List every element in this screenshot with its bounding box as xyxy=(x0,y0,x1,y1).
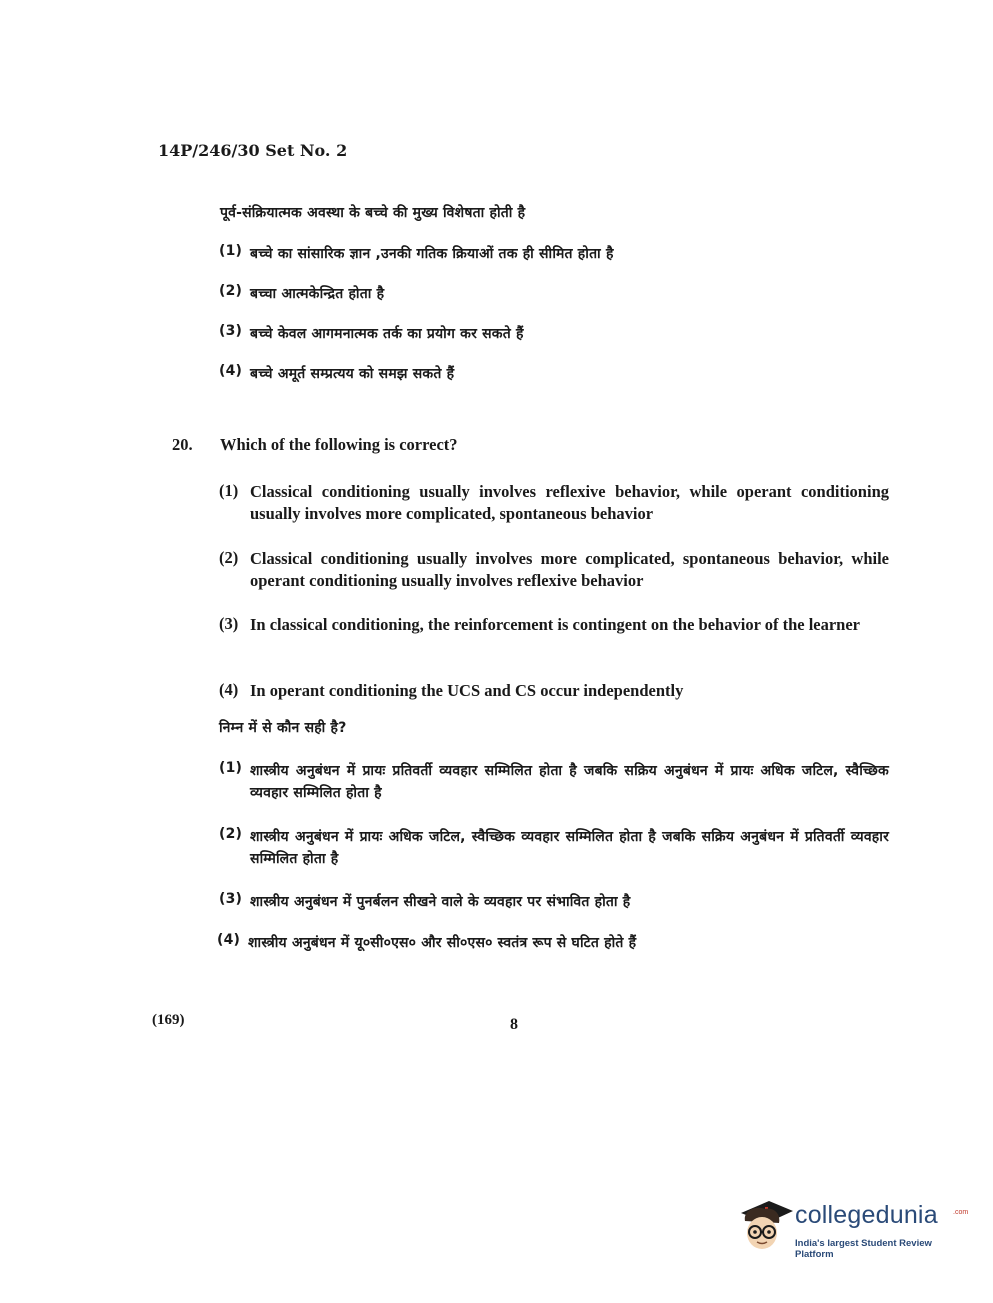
q20-hindi-stem: निम्न में से कौन सही है? xyxy=(219,720,347,736)
option-text: In operant conditioning the UCS and CS occur independently xyxy=(250,681,684,700)
option-text: शास्त्रीय अनुबंधन में पुनर्बलन सीखने वाले के व्यवहार पर संभावित होता है xyxy=(250,894,631,910)
option-text: बच्चा आत्मकेन्द्रित होता है xyxy=(250,286,385,302)
option-number: (2) xyxy=(219,283,243,299)
footer-code: (169) xyxy=(152,1012,185,1028)
question-number: 20. xyxy=(172,435,193,454)
q20-hindi-option-4 xyxy=(217,932,887,954)
option-text: बच्चे केवल आगमनात्मक तर्क का प्रयोग कर सकते हैं xyxy=(250,326,524,342)
option-number: (1) xyxy=(219,481,239,500)
option-number: (3) xyxy=(219,614,239,633)
option-text: बच्चे अमूर्त सम्प्रत्यय को समझ सकते हैं xyxy=(250,366,455,382)
option-number: (3) xyxy=(219,891,243,907)
q20-english-option-1 xyxy=(219,481,889,525)
paper-code: 14P/246/30 Set No. 2 xyxy=(158,141,348,160)
q19-hindi-option-4 xyxy=(219,363,889,385)
q19-hindi-stem: पूर्व-संक्रियात्मक अवस्था के बच्चे की मुख्य विशेषता होती है xyxy=(220,205,526,221)
option-number: (1) xyxy=(219,243,243,259)
q19-hindi-option-3 xyxy=(219,323,889,345)
q19-hindi-option-2 xyxy=(219,283,889,305)
brand-name: collegedunia xyxy=(795,1201,938,1229)
option-text: शास्त्रीय अनुबंधन में यू०सी०एस० और सी०एस० स्वतंत्र रूप से घटित होते हैं xyxy=(248,935,637,951)
option-number: (4) xyxy=(219,680,239,699)
q19-hindi-option-1 xyxy=(219,243,889,265)
option-text: बच्चे का सांसारिक ज्ञान ,उनकी गतिक क्रियाओं तक ही सीमित होता है xyxy=(250,246,614,262)
brand-tagline: India's largest Student Review Platform xyxy=(795,1238,932,1260)
collegedunia-watermark xyxy=(735,1195,969,1260)
q20-hindi-option-2 xyxy=(219,826,889,870)
option-number: (2) xyxy=(219,826,243,842)
option-number: (3) xyxy=(219,323,243,339)
option-number: (2) xyxy=(219,548,239,567)
q20-english-option-2 xyxy=(219,548,889,592)
option-number: (1) xyxy=(219,760,243,776)
brand-dotcom: .com xyxy=(953,1209,969,1216)
option-text: शास्त्रीय अनुबंधन में प्रायः अधिक जटिल, स्वैच्छिक व्यवहार सम्मिलित होता है जबकि सक्रिय अनुबंधन में प्रतिवर्ती व्यवहार सम्मिलित होता है xyxy=(250,829,889,867)
option-text: Classical conditioning usually involves more complicated, spontaneous behavior, while operant conditioning usually involves reflexive behavior xyxy=(250,549,889,590)
option-number: (4) xyxy=(217,932,241,948)
mascot-icon xyxy=(735,1195,793,1255)
option-text: Classical conditioning usually involves reflexive behavior, while operant conditioning usually involves more complicated, spontaneous behavior xyxy=(250,482,889,523)
q20-english-option-4 xyxy=(219,680,889,702)
option-number: (4) xyxy=(219,363,243,379)
q20-english-stem: Which of the following is correct? xyxy=(220,435,458,454)
option-text: शास्त्रीय अनुबंधन में प्रायः प्रतिवर्ती व्यवहार सम्मिलित होता है जबकि सक्रिय अनुबंधन में प्रायः अधिक जटिल, स्वैच्छिक व्यवहार सम्मिलित होता है xyxy=(250,763,889,801)
q20-english-option-3 xyxy=(219,614,889,636)
q20-hindi-option-1 xyxy=(219,760,889,804)
q20-hindi-option-3 xyxy=(219,891,889,913)
option-text: In classical conditioning, the reinforcement is contingent on the behavior of the learner xyxy=(250,615,861,634)
page-number: 8 xyxy=(510,1016,518,1033)
